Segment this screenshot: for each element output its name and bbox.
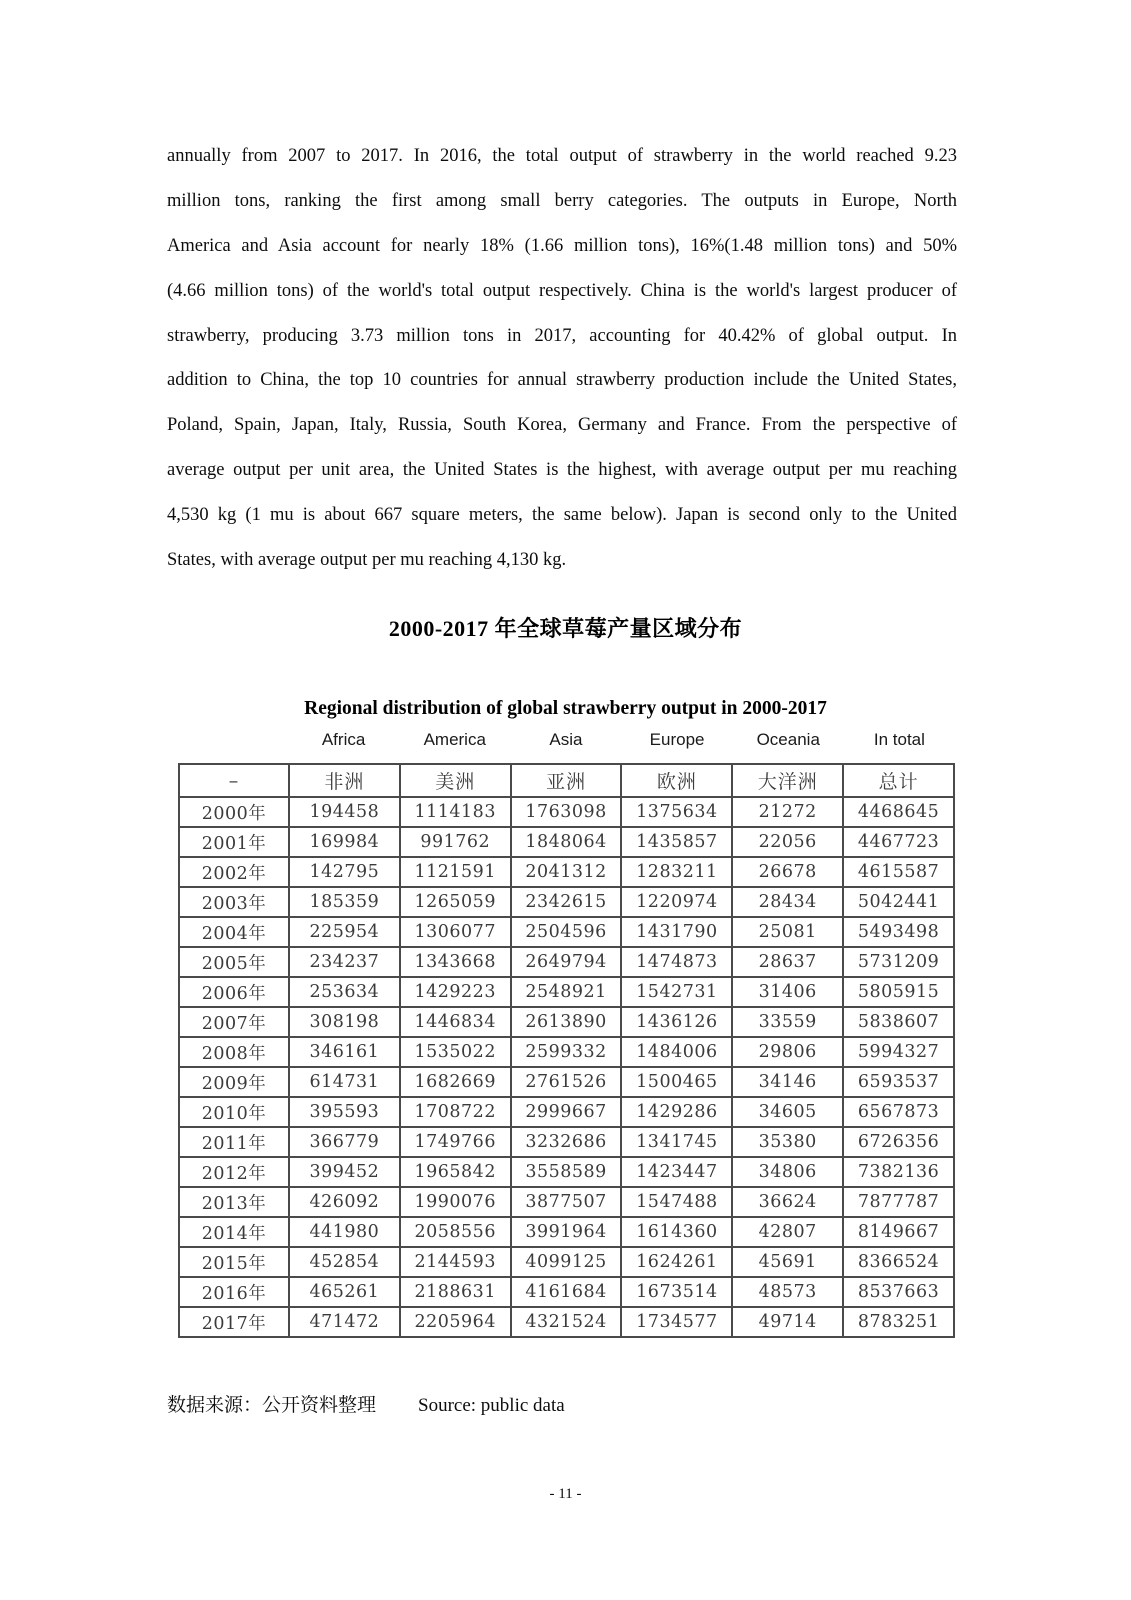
- value-cell: 1446834: [400, 1007, 511, 1037]
- year-cell: 2002年: [179, 857, 289, 887]
- table-title-chinese: 2000-2017 年全球草莓产量区域分布: [388, 616, 743, 641]
- region-label: Asia: [549, 730, 583, 749]
- table-row: [179, 917, 954, 947]
- value-cell: 1500465: [621, 1067, 732, 1097]
- value-cell: 465261: [289, 1277, 400, 1307]
- table-row: [179, 1217, 954, 1247]
- value-cell: 2144593: [400, 1247, 511, 1277]
- value-cell: 1708722: [400, 1097, 511, 1127]
- value-cell: 1624261: [621, 1247, 732, 1277]
- value-cell: 8783251: [843, 1307, 954, 1337]
- value-cell: 6593537: [843, 1067, 954, 1097]
- paragraph-line: (4.66 million tons) of the world's total output respectively. China is the world's largest producer of: [167, 280, 957, 301]
- value-cell: 5838607: [843, 1007, 954, 1037]
- table-body: [179, 797, 954, 1337]
- value-cell: 28434: [732, 887, 843, 917]
- value-cell: 33559: [732, 1007, 843, 1037]
- value-cell: 346161: [289, 1037, 400, 1067]
- region-labels-row: [178, 730, 955, 750]
- value-cell: 2342615: [511, 887, 622, 917]
- year-cell: 2016年: [179, 1277, 289, 1307]
- region-label-spacer: [178, 730, 288, 750]
- value-cell: 2548921: [511, 977, 622, 1007]
- value-cell: 3232686: [511, 1127, 622, 1157]
- table-corner-cell: –: [179, 764, 289, 797]
- value-cell: 1734577: [621, 1307, 732, 1337]
- value-cell: 26678: [732, 857, 843, 887]
- value-cell: 5994327: [843, 1037, 954, 1067]
- value-cell: 6726356: [843, 1127, 954, 1157]
- value-cell: 1435857: [621, 827, 732, 857]
- value-cell: 1749766: [400, 1127, 511, 1157]
- value-cell: 8366524: [843, 1247, 954, 1277]
- paragraph-line: million tons, ranking the first among small berry categories. The outputs in Europe, North: [167, 190, 957, 211]
- value-cell: 1848064: [511, 827, 622, 857]
- table-header-cell: 总计: [843, 764, 954, 797]
- value-cell: 1673514: [621, 1277, 732, 1307]
- region-label: America: [423, 730, 486, 749]
- value-cell: 614731: [289, 1067, 400, 1097]
- value-cell: 1484006: [621, 1037, 732, 1067]
- value-cell: 225954: [289, 917, 400, 947]
- value-cell: 142795: [289, 857, 400, 887]
- value-cell: 1474873: [621, 947, 732, 977]
- table-header-row: [179, 764, 954, 797]
- value-cell: 28637: [732, 947, 843, 977]
- year-cell: 2012年: [179, 1157, 289, 1187]
- value-cell: 2504596: [511, 917, 622, 947]
- value-cell: 2649794: [511, 947, 622, 977]
- value-cell: 7382136: [843, 1157, 954, 1187]
- value-cell: 1306077: [400, 917, 511, 947]
- table-header-cell: 非洲: [289, 764, 400, 797]
- table-header-cell: 欧洲: [621, 764, 732, 797]
- value-cell: 1431790: [621, 917, 732, 947]
- year-cell: 2003年: [179, 887, 289, 917]
- value-cell: 2613890: [511, 1007, 622, 1037]
- value-cell: 2761526: [511, 1067, 622, 1097]
- paragraph-line: America and Asia account for nearly 18% (1.66 million tons), 16%(1.48 million tons) and 50%: [167, 235, 957, 256]
- data-source-line: [167, 1390, 565, 1417]
- value-cell: 48573: [732, 1277, 843, 1307]
- value-cell: 4467723: [843, 827, 954, 857]
- table-row: [179, 1247, 954, 1277]
- year-cell: 2001年: [179, 827, 289, 857]
- value-cell: 4099125: [511, 1247, 622, 1277]
- table-row: [179, 797, 954, 827]
- table-row: [179, 857, 954, 887]
- value-cell: 1542731: [621, 977, 732, 1007]
- value-cell: 399452: [289, 1157, 400, 1187]
- value-cell: 2041312: [511, 857, 622, 887]
- value-cell: 31406: [732, 977, 843, 1007]
- value-cell: 34146: [732, 1067, 843, 1097]
- table-title-english: Regional distribution of global strawberry output in 2000-2017: [304, 698, 827, 719]
- table-row: [179, 1307, 954, 1337]
- year-cell: 2004年: [179, 917, 289, 947]
- value-cell: 8149667: [843, 1217, 954, 1247]
- table-row: [179, 1097, 954, 1127]
- value-cell: 395593: [289, 1097, 400, 1127]
- table-header-cell: 美洲: [400, 764, 511, 797]
- paragraph-line: addition to China, the top 10 countries for annual strawberry production include the United States,: [167, 370, 957, 391]
- value-cell: 34605: [732, 1097, 843, 1127]
- value-cell: 1341745: [621, 1127, 732, 1157]
- year-cell: 2010年: [179, 1097, 289, 1127]
- paragraph-line: States, with average output per mu reaching 4,130 kg.: [167, 550, 567, 571]
- value-cell: 471472: [289, 1307, 400, 1337]
- value-cell: 35380: [732, 1127, 843, 1157]
- value-cell: 49714: [732, 1307, 843, 1337]
- table-row: [179, 1187, 954, 1217]
- value-cell: 1547488: [621, 1187, 732, 1217]
- table-row: [179, 887, 954, 917]
- year-cell: 2017年: [179, 1307, 289, 1337]
- value-cell: 2188631: [400, 1277, 511, 1307]
- value-cell: 308198: [289, 1007, 400, 1037]
- value-cell: 5042441: [843, 887, 954, 917]
- year-cell: 2005年: [179, 947, 289, 977]
- value-cell: 1535022: [400, 1037, 511, 1067]
- paragraph-line: Poland, Spain, Japan, Italy, Russia, South Korea, Germany and France. From the perspective of: [167, 415, 957, 436]
- value-cell: 185359: [289, 887, 400, 917]
- value-cell: 3877507: [511, 1187, 622, 1217]
- value-cell: 2999667: [511, 1097, 622, 1127]
- table-row: [179, 827, 954, 857]
- value-cell: 5731209: [843, 947, 954, 977]
- value-cell: 253634: [289, 977, 400, 1007]
- value-cell: 5493498: [843, 917, 954, 947]
- table-row: [179, 1277, 954, 1307]
- value-cell: 234237: [289, 947, 400, 977]
- table-row: [179, 1067, 954, 1097]
- source-label-chinese: 数据来源：公开资料整理: [167, 1395, 377, 1416]
- value-cell: 1990076: [400, 1187, 511, 1217]
- value-cell: 1121591: [400, 857, 511, 887]
- table-row: [179, 1157, 954, 1187]
- value-cell: 1283211: [621, 857, 732, 887]
- value-cell: 169984: [289, 827, 400, 857]
- value-cell: 452854: [289, 1247, 400, 1277]
- year-cell: 2009年: [179, 1067, 289, 1097]
- table-row: [179, 1007, 954, 1037]
- value-cell: 1682669: [400, 1067, 511, 1097]
- table-row: [179, 1127, 954, 1157]
- value-cell: 2599332: [511, 1037, 622, 1067]
- value-cell: 1965842: [400, 1157, 511, 1187]
- year-cell: 2014年: [179, 1217, 289, 1247]
- page-number: - 11 -: [549, 1486, 582, 1502]
- value-cell: 1429286: [621, 1097, 732, 1127]
- value-cell: 1343668: [400, 947, 511, 977]
- value-cell: 6567873: [843, 1097, 954, 1127]
- value-cell: 45691: [732, 1247, 843, 1277]
- value-cell: 4321524: [511, 1307, 622, 1337]
- value-cell: 1763098: [511, 797, 622, 827]
- value-cell: 4615587: [843, 857, 954, 887]
- value-cell: 3558589: [511, 1157, 622, 1187]
- value-cell: 2205964: [400, 1307, 511, 1337]
- value-cell: 1614360: [621, 1217, 732, 1247]
- value-cell: 42807: [732, 1217, 843, 1247]
- value-cell: 1220974: [621, 887, 732, 917]
- value-cell: 4468645: [843, 797, 954, 827]
- year-cell: 2006年: [179, 977, 289, 1007]
- value-cell: 194458: [289, 797, 400, 827]
- value-cell: 7877787: [843, 1187, 954, 1217]
- value-cell: 991762: [400, 827, 511, 857]
- paragraph-line: 4,530 kg (1 mu is about 667 square meters, the same below). Japan is second only to the United: [167, 505, 957, 526]
- value-cell: 366779: [289, 1127, 400, 1157]
- year-cell: 2011年: [179, 1127, 289, 1157]
- paragraph-line: annually from 2007 to 2017. In 2016, the total output of strawberry in the world reached 9.23: [167, 146, 957, 166]
- region-label: In total: [873, 730, 925, 749]
- table-row: [179, 977, 954, 1007]
- region-label: Oceania: [756, 730, 820, 749]
- value-cell: 21272: [732, 797, 843, 827]
- value-cell: 22056: [732, 827, 843, 857]
- year-cell: 2008年: [179, 1037, 289, 1067]
- value-cell: 1436126: [621, 1007, 732, 1037]
- source-label-english: Source: public data: [418, 1395, 565, 1416]
- year-cell: 2013年: [179, 1187, 289, 1217]
- strawberry-output-table: [178, 763, 955, 1338]
- value-cell: 1429223: [400, 977, 511, 1007]
- value-cell: 8537663: [843, 1277, 954, 1307]
- value-cell: 34806: [732, 1157, 843, 1187]
- value-cell: 441980: [289, 1217, 400, 1247]
- region-label: Africa: [321, 730, 366, 749]
- value-cell: 29806: [732, 1037, 843, 1067]
- value-cell: 1375634: [621, 797, 732, 827]
- value-cell: 5805915: [843, 977, 954, 1007]
- paragraph-line: average output per unit area, the United States is the highest, with average output per mu reaching: [167, 460, 957, 481]
- body-paragraph: [167, 134, 957, 583]
- table-row: [179, 1037, 954, 1067]
- year-cell: 2000年: [179, 797, 289, 827]
- table-header-cell: 大洋洲: [732, 764, 843, 797]
- value-cell: 426092: [289, 1187, 400, 1217]
- table-header-cell: 亚洲: [511, 764, 622, 797]
- region-label: Europe: [649, 730, 705, 749]
- value-cell: 1265059: [400, 887, 511, 917]
- value-cell: 4161684: [511, 1277, 622, 1307]
- value-cell: 1114183: [400, 797, 511, 827]
- year-cell: 2007年: [179, 1007, 289, 1037]
- paragraph-line: strawberry, producing 3.73 million tons in 2017, accounting for 40.42% of global output. In: [167, 325, 957, 346]
- table-row: [179, 947, 954, 977]
- value-cell: 3991964: [511, 1217, 622, 1247]
- value-cell: 1423447: [621, 1157, 732, 1187]
- value-cell: 25081: [732, 917, 843, 947]
- value-cell: 36624: [732, 1187, 843, 1217]
- value-cell: 2058556: [400, 1217, 511, 1247]
- year-cell: 2015年: [179, 1247, 289, 1277]
